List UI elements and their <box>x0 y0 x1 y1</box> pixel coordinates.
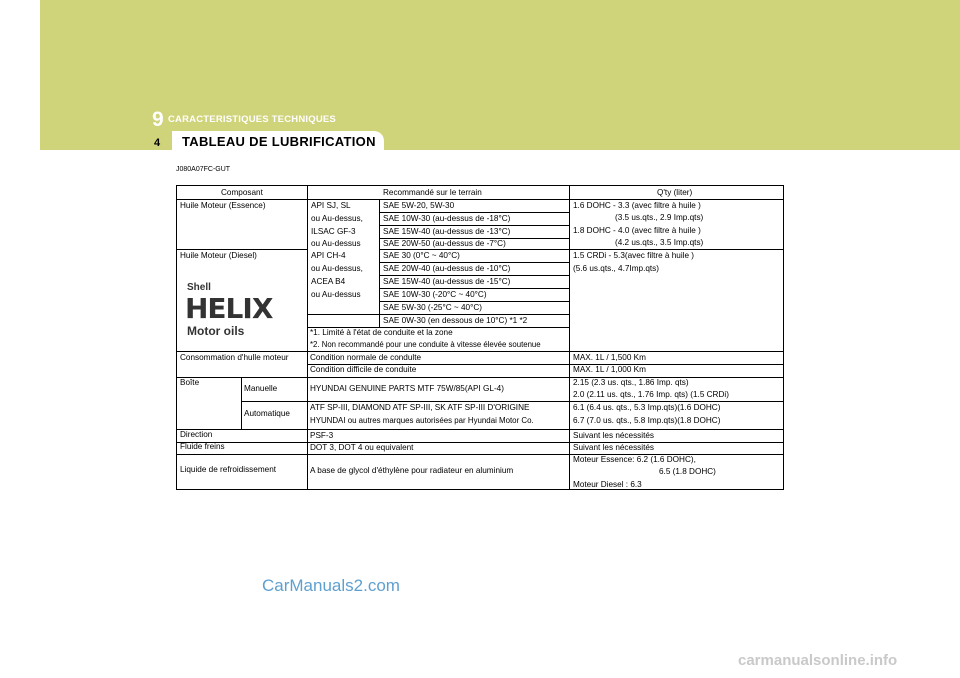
header-recommande: Recommandé sur le terrain <box>383 188 482 197</box>
component-oil-diesel: Huile Moteur (Diesel) <box>180 251 257 260</box>
lubrication-table <box>176 185 784 490</box>
grade-cell: SAE 30 (0°C ~ 40°C) <box>383 251 460 260</box>
qty-line: Moteur Essence: 6.2 (1.6 DOHC), <box>573 455 696 464</box>
component-coolant: Liquide de refroidissement <box>180 465 277 474</box>
qty-line: 1.8 DOHC - 4.0 (avec filtre à huile ) <box>573 226 701 235</box>
header-band <box>40 0 960 150</box>
spec-line: ou Au-dessus <box>311 290 361 299</box>
auto-fluid-line: HYUNDAI ou autres marques autorisées par Hyundai Motor Co. <box>310 416 534 425</box>
qty-line: (5.6 us.qts., 4.7Imp.qts) <box>573 264 660 273</box>
grade-cell: SAE 15W-40 (au-dessus de -15°C) <box>383 277 511 286</box>
grade-cell: SAE 10W-30 (-20°C ~ 40°C) <box>383 290 487 299</box>
qty-line: Suivant les nécessités <box>573 443 655 452</box>
grade-cell: SAE 20W-40 (au-dessus de -10°C) <box>383 264 511 273</box>
component-consumption: Consommation d'hulle moteur <box>180 353 289 362</box>
grade-cell: SAE 0W-30 (en dessous de 10°C) *1 *2 <box>383 316 528 325</box>
qty-line: 2.15 (2.3 us. qts., 1.86 Imp. qts) <box>573 378 689 387</box>
qty-line: MAX. 1L / 1,000 Km <box>573 365 646 374</box>
grade-cell: SAE 20W-50 (au-dessus de -7°C) <box>383 239 506 248</box>
component-boite: Boîte <box>180 378 200 387</box>
manual-fluid: HYUNDAI GENUINE PARTS MTF 75W/85(API GL-4) <box>310 384 504 393</box>
spec-line: ILSAC GF-3 <box>311 227 356 236</box>
qty-line: 6.1 (6.4 us. qts., 5.3 Imp.qts)(1.6 DOHC) <box>573 403 721 412</box>
grade-cell: SAE 5W-30 (-25°C ~ 40°C) <box>383 303 482 312</box>
auto-fluid-line: ATF SP-III, DIAMOND ATF SP-III, SK ATF SP-III D'ORIGINE <box>310 403 530 412</box>
header-composant: Composant <box>221 188 263 197</box>
watermark-carmanualsonline: carmanualsonline.info <box>738 652 898 669</box>
logo-helix-text: HELIX <box>185 292 273 325</box>
section-title-tab <box>172 131 384 153</box>
spec-line: API CH-4 <box>311 251 346 260</box>
qty-line: 2.0 (2.11 us. qts., 1.76 Imp. qts) (1.5 CRDi) <box>573 390 729 399</box>
grade-cell: SAE 10W-30 (au-dessus de -18°C) <box>383 214 511 223</box>
condition-normal: Condition normale de condulte <box>310 353 422 362</box>
col-divider-2 <box>569 186 570 489</box>
note-1: *1. Limité à l'état de conduite et la zone <box>310 328 453 337</box>
shell-helix-logo <box>187 282 277 340</box>
grade-cell: SAE 5W-20, 5W-30 <box>383 201 455 210</box>
col-divider-1 <box>307 186 308 489</box>
spec-line: ou Au-dessus, <box>311 214 363 223</box>
component-manuelle: Manuelle <box>244 384 278 393</box>
qty-line: 1.5 CRDi - 5.3(avec filtre à huile ) <box>573 251 695 260</box>
component-oil-gas: Huile Moteur (Essence) <box>180 201 266 210</box>
qty-line: MAX. 1L / 1,500 Km <box>573 353 646 362</box>
chapter-number: 9 <box>152 108 164 131</box>
page-number: 4 <box>154 137 161 149</box>
qty-line: (3.5 us.qts., 2.9 Imp.qts) <box>615 213 704 222</box>
spec-line: ou Au-dessus <box>311 239 361 248</box>
qty-line: (4.2 us.qts., 3.5 Imp.qts) <box>615 238 704 247</box>
spec-line: API SJ, SL <box>311 201 351 210</box>
qty-line: Moteur Diesel : 6.3 <box>573 480 642 489</box>
qty-line: 6.7 (7.0 us. qts., 5.8 Imp.qts)(1.8 DOHC) <box>573 416 721 425</box>
coolant-fluid: A base de glycol d'éthylène pour radiateur en aluminium <box>310 466 514 475</box>
brake-fluid: DOT 3, DOT 4 ou equivalent <box>310 443 414 452</box>
spec-line: ACEA B4 <box>311 277 346 286</box>
component-automatique: Automatique <box>244 409 290 418</box>
condition-difficile: Condition difficile de conduite <box>310 365 417 374</box>
qty-line: 6.5 (1.8 DOHC) <box>659 467 716 476</box>
boite-divider <box>241 377 242 429</box>
grade-divider <box>379 199 380 327</box>
section-title: TABLEAU DE LUBRIFICATION <box>182 134 376 149</box>
qty-line: Suivant les nécessités <box>573 431 655 440</box>
watermark-carmanuals2: CarManuals2.com <box>262 576 400 595</box>
direction-fluid: PSF-3 <box>310 431 334 440</box>
spec-line: ou Au-dessus, <box>311 264 363 273</box>
chapter-title: CARACTERISTIQUES TECHNIQUES <box>168 114 336 125</box>
header-qty: Q'ty (liter) <box>657 188 693 197</box>
grade-cell: SAE 15W-40 (au-dessus de -13°C) <box>383 227 511 236</box>
component-fluide-freins: Fluide freins <box>180 442 225 451</box>
component-direction: Direction <box>180 430 213 439</box>
document-code: J080A07FC-GUT <box>176 166 231 173</box>
logo-shell-text: Shell <box>187 282 211 293</box>
note-2: *2. Non recommandé pour une conduite à vitesse élevée soutenue <box>310 340 541 349</box>
logo-motor-oils-text: Motor oils <box>187 324 245 338</box>
qty-line: 1.6 DOHC - 3.3 (avec filtre à huile ) <box>573 201 701 210</box>
